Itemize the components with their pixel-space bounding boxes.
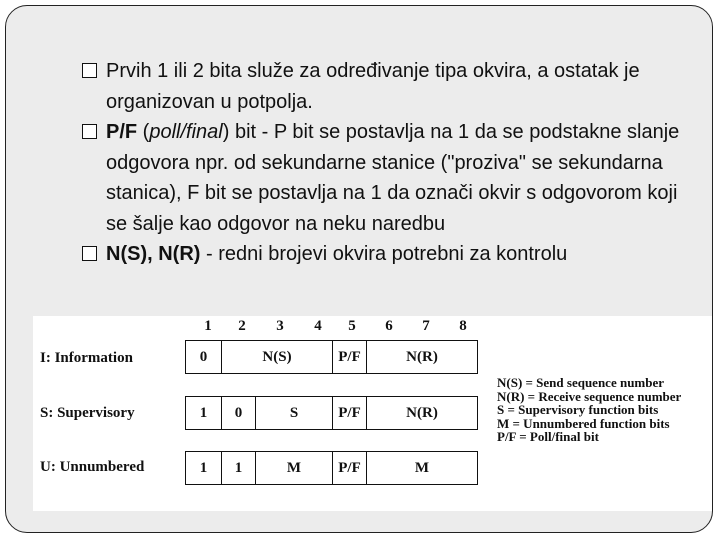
frame-cell: P/F bbox=[333, 341, 367, 373]
bit-number: 3 bbox=[276, 318, 284, 334]
frame-cell: 0 bbox=[186, 341, 222, 373]
row-label-supervisory: S: Supervisory bbox=[40, 405, 135, 421]
bullet-text-open: ( bbox=[137, 121, 150, 143]
slide bbox=[5, 5, 713, 533]
frame-cell: 1 bbox=[222, 452, 256, 484]
frame-cell: 1 bbox=[186, 397, 222, 429]
frame-cell: 0 bbox=[222, 397, 256, 429]
bit-number: 1 bbox=[204, 318, 212, 334]
bit-number: 7 bbox=[422, 318, 430, 334]
bullet-list bbox=[82, 56, 682, 270]
bullet-term: P/F bbox=[106, 121, 138, 143]
checkbox-bullet-icon bbox=[82, 124, 97, 139]
frame-cell: N(R) bbox=[406, 404, 438, 421]
frame-cell: P/F bbox=[333, 397, 367, 429]
bullet-item bbox=[82, 56, 682, 117]
frame-cell: M bbox=[414, 459, 430, 476]
bit-number: 2 bbox=[238, 318, 246, 334]
frame-cell: N(R) bbox=[406, 348, 438, 365]
bullet-text: - redni brojevi okvira potrebni za kontrolu bbox=[200, 243, 568, 265]
legend-item: N(R) = Receive sequence number bbox=[497, 388, 682, 404]
frame-row-information bbox=[185, 340, 478, 374]
row-label-unnumbered: U: Unnumbered bbox=[40, 459, 145, 475]
bullet-text: ) bit - P bit se postavlja na 1 da se podstakne slanje odgovora npr. od sekundarne stanice ("proziva" se sekundarna stanica), F bit se postavlja na 1 da označi okvir s odgovorom koji se šalje kao odgovor na neku naredbu bbox=[106, 121, 680, 235]
bit-number: 6 bbox=[385, 318, 393, 334]
frame-row-unnumbered bbox=[185, 451, 478, 485]
legend-item: P/F = Poll/final bit bbox=[497, 429, 599, 444]
bit-number: 5 bbox=[348, 318, 356, 334]
row-label-information: I: Information bbox=[40, 350, 133, 366]
hdlc-control-field-figure bbox=[33, 316, 713, 511]
bullet-item bbox=[82, 239, 682, 270]
bullet-item bbox=[82, 117, 682, 239]
bullet-term: N(S), N(R) bbox=[106, 243, 201, 265]
legend-item: N(S) = Send sequence number bbox=[497, 375, 665, 390]
figure-legend bbox=[497, 376, 681, 444]
checkbox-bullet-icon bbox=[82, 246, 97, 261]
frame-cell: 1 bbox=[186, 452, 222, 484]
frame-row-supervisory bbox=[185, 396, 478, 430]
bit-number: 8 bbox=[459, 318, 467, 334]
bit-number-row bbox=[33, 318, 713, 338]
checkbox-bullet-icon bbox=[82, 63, 97, 78]
legend-item: S = Supervisory function bits bbox=[497, 402, 659, 417]
frame-cell: S bbox=[256, 397, 333, 429]
bullet-text: Prvih 1 ili 2 bita služe za određivanje tipa okvira, a ostatak je organizovan u potpolja. bbox=[106, 60, 640, 113]
bullet-italic-term: poll/final bbox=[149, 121, 223, 143]
legend-item: M = Unnumbered function bits bbox=[497, 415, 670, 431]
bit-number: 4 bbox=[314, 318, 322, 334]
frame-cell: N(S) bbox=[222, 341, 333, 373]
frame-cell: M bbox=[256, 452, 333, 484]
frame-cell: P/F bbox=[333, 452, 367, 484]
